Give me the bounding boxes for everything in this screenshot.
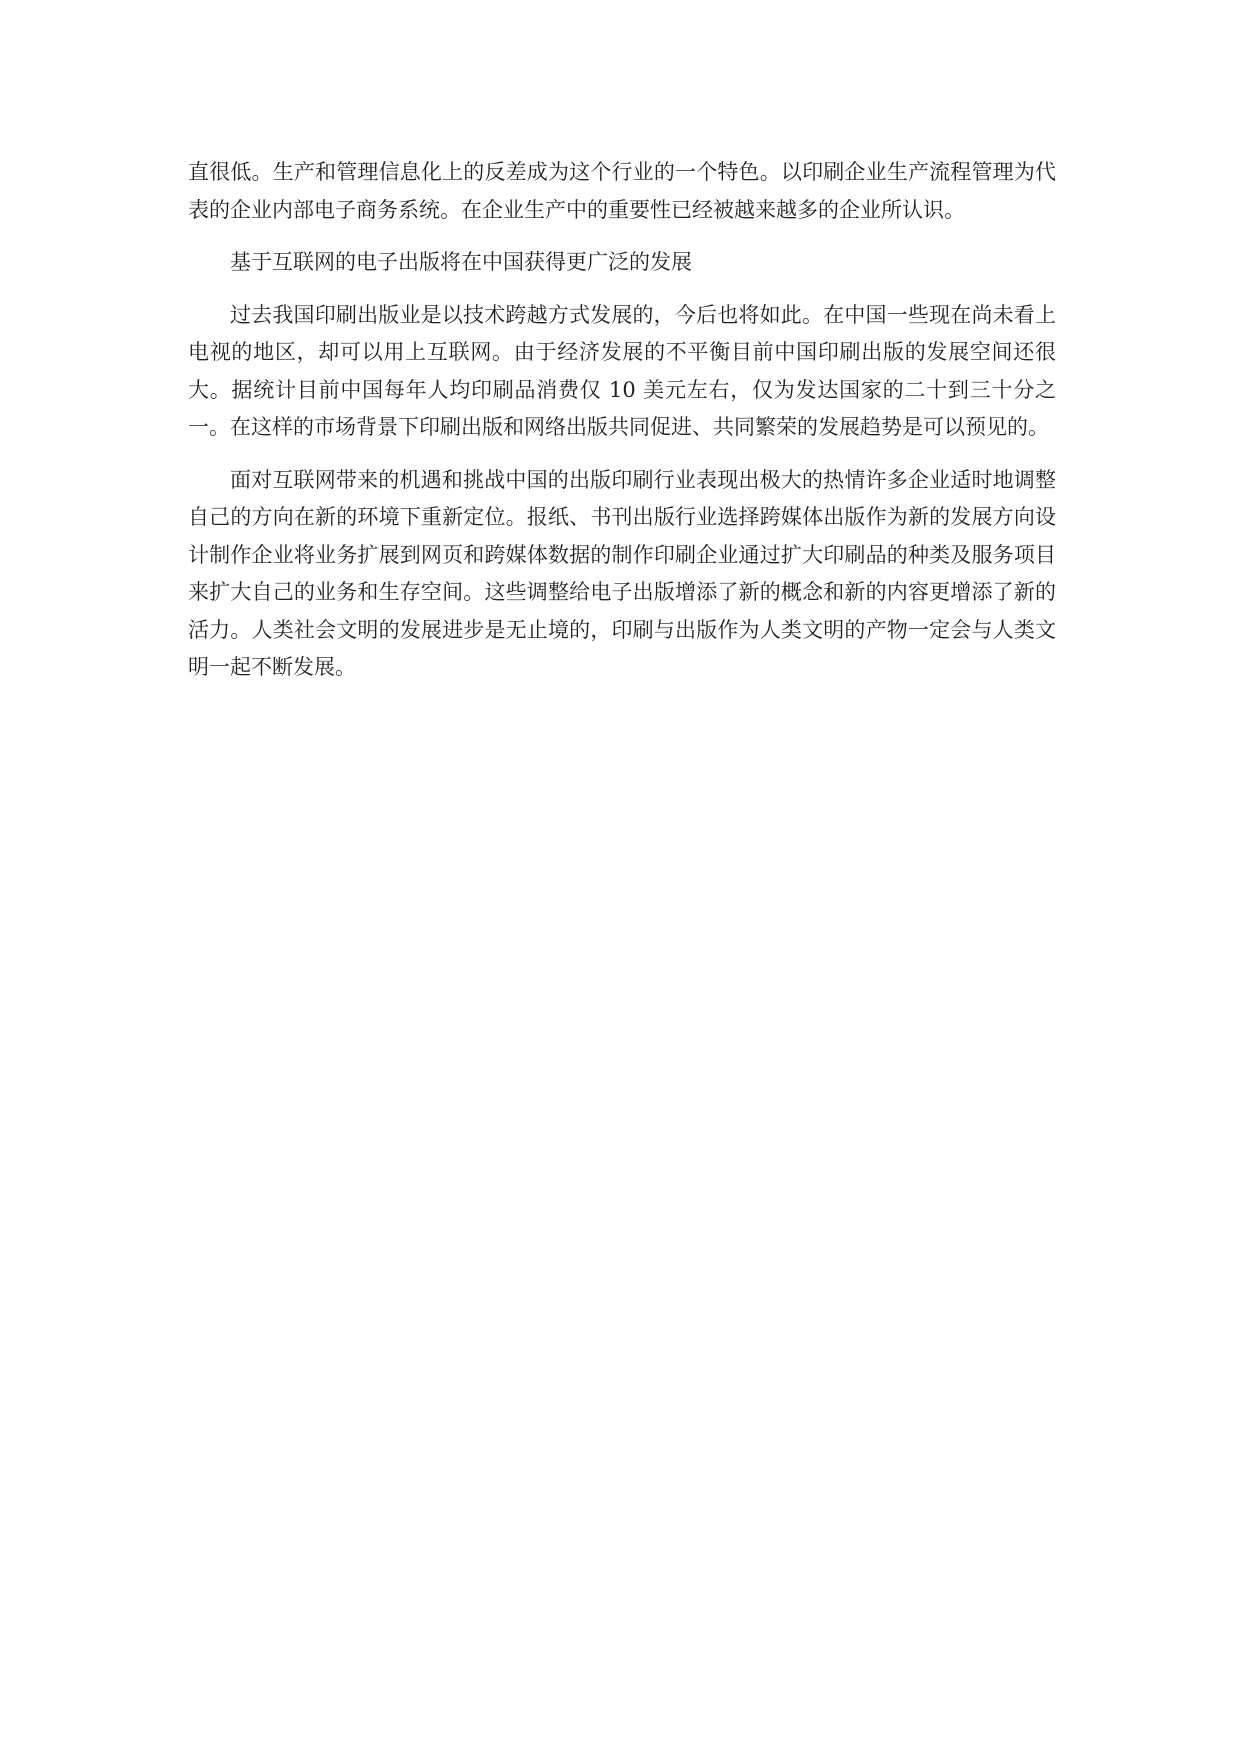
paragraph: 面对互联网带来的机遇和挑战中国的出版印刷行业表现出极大的热情许多企业适时地调整自己的方向在新的环境下重新定位。报纸、书刊出版行业选择跨媒体出版作为新的发展方向设计制作企业将业务扩展到网页和跨媒体数据的制作印刷企业通过扩大印刷品的种类及服务项目来扩大自己的业务和生存空间。这些调整给电子出版增添了新的概念和新的内容更增添了新的活力。人类社会文明的发展进步是无止境的，印刷与出版作为人类文明的产物一定会与人类文明一起不断发展。 <box>188 467 1056 679</box>
document-body <box>188 154 1056 702</box>
paragraph-continuation: 直很低。生产和管理信息化上的反差成为这个行业的一个特色。以印刷企业生产流程管理为代表的企业内部电子商务系统。在企业生产中的重要性已经被越来越多的企业所认识。 <box>188 160 1056 222</box>
section-heading: 基于互联网的电子出版将在中国获得更广泛的发展 <box>230 250 692 274</box>
paragraph: 过去我国印刷出版业是以技术跨越方式发展的，今后也将如此。在中国一些现在尚未看上电视的地区，却可以用上互联网。由于经济发展的不平衡目前中国印刷出版的发展空间还很大。据统计目前中国每年人均印刷品消费仅 10 美元左右，仅为发达国家的二十到三十分之一。在这样的市场背景下印刷出版和网络出版共同促进、共同繁荣的发展趋势是可以预见的。 <box>188 302 1056 439</box>
